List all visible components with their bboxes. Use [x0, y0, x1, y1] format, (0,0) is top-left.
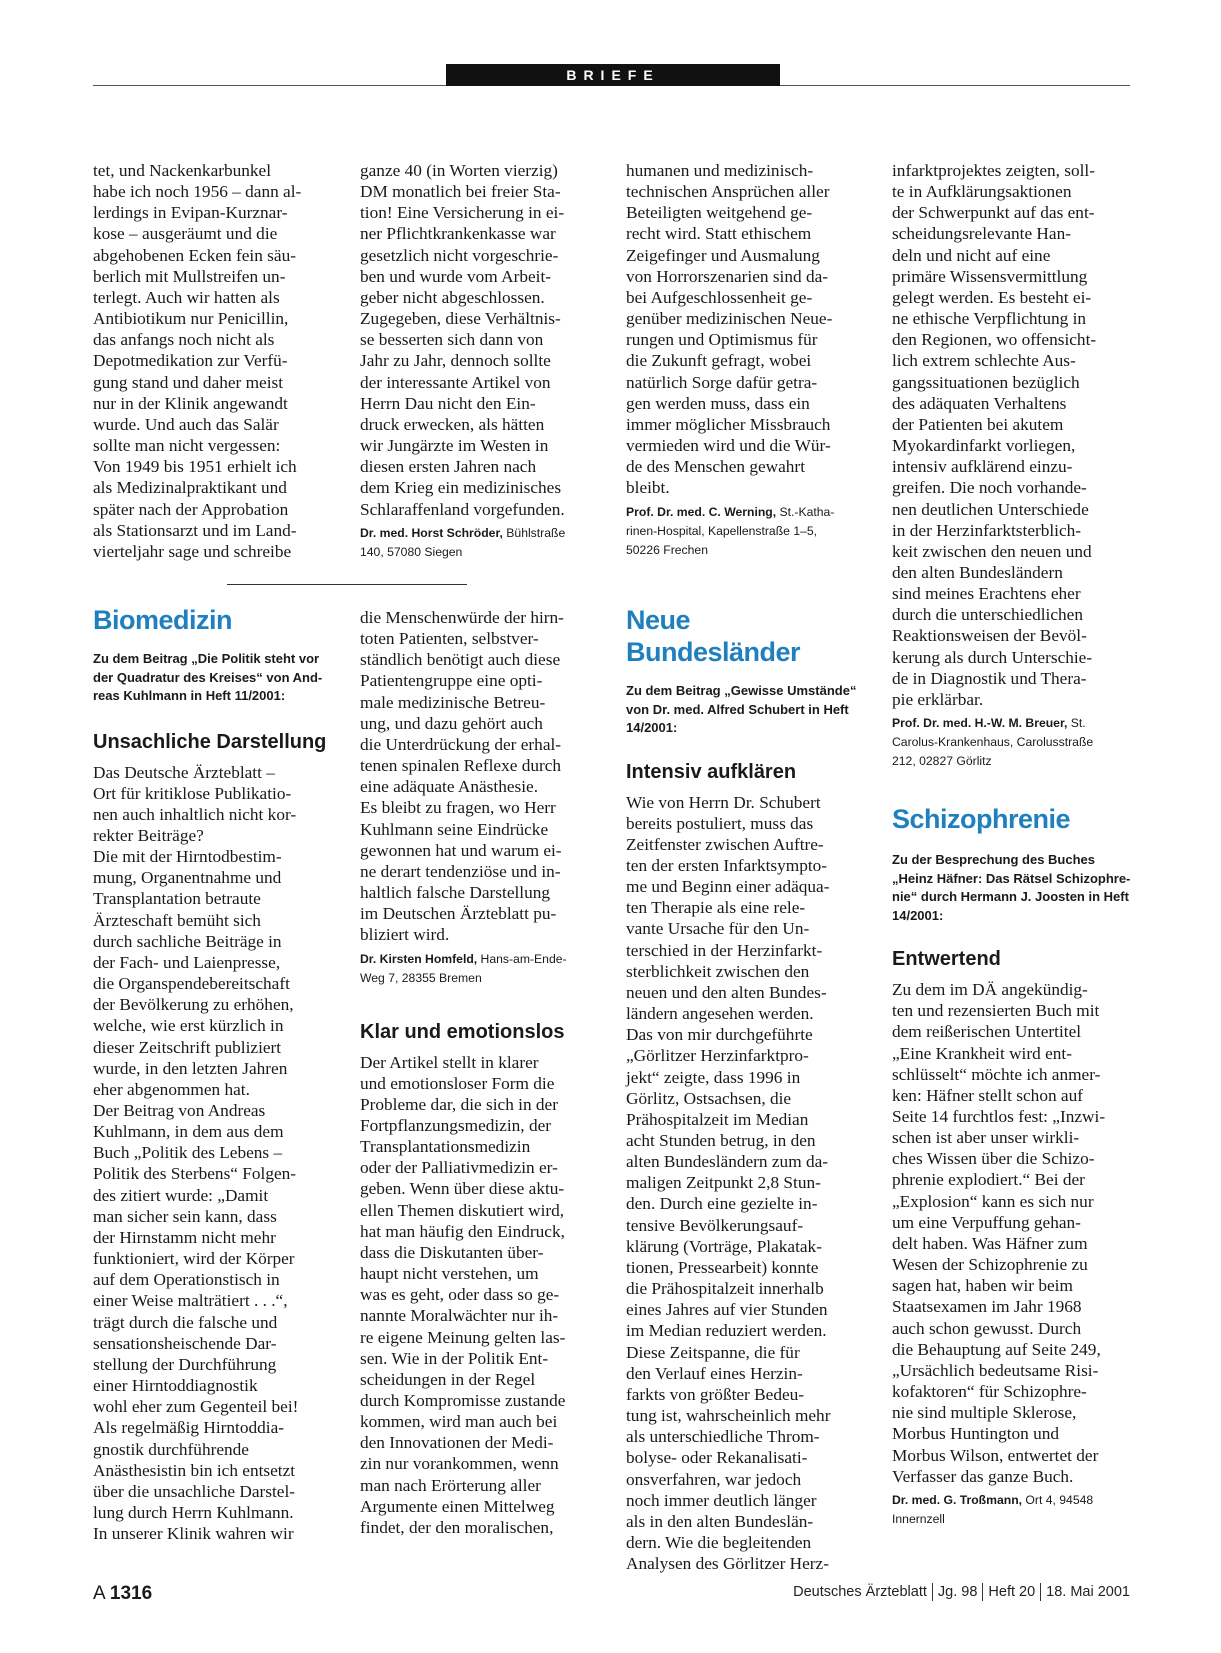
letter-body: die Menschenwürde der hirn- toten Patienten, selbstver- ständlich benötigt auch diese Patientengruppe eine opti- male medizinische Betreu- ung, und dazu gehört auch die Unterdrückung der erhal- tenen spinalen Reflexe durch eine adäquate Anästhesie. Es bleibt zu fragen, wo Herr Kuhlmann seine Eindrücke gewonnen hat und warum ei- ne derart tendenziöse und in- haltlich falsche Darstellung im Deutschen Ärzteblatt pu- bliziert wird.	[360, 608, 564, 945]
column-3-top	[626, 160, 866, 560]
page-number-value: 1316	[109, 1583, 153, 1604]
signature-name: Prof. Dr. med. C. Werning,	[626, 504, 777, 519]
signature	[360, 524, 600, 562]
letter-body: Der Artikel stellt in klarer und emotionsloser Form die Probleme dar, die sich in der Fortpflanzungsmedizin, der Transplantationsmedizin oder der Palliativmedizin er- geben. Wenn über diese aktu- ellen Themen diskutiert wird, hat man häufig den Eindruck, dass die Diskutanten über- haupt nicht verstehen, um was es geht, oder dass so ge- nannte Moralwächter nur ih- re eigene Meinung gelten las- sen. Wie in der Politik Ent- scheidungen in der Regel durch Kompromisse zustande kommen, wird man auch bei den Innovationen der Medi- zin nur vorankommen, wenn man nach Erörterung aller Argumente einen Mittelweg findet, der den moralischen,	[360, 1052, 566, 1537]
column-3-neue-bundeslaender	[626, 604, 866, 1574]
article-reference: Zu dem Beitrag „Die Politik steht vor der Quadratur des Kreises“ von And- reas Kuhlmann in Heft 11/2001:	[93, 651, 323, 703]
letter-body: Wie von Herrn Dr. Schubert bereits postuliert, muss das Zeitfenster zwischen Auftre- ten der ersten Infarktsympto- me und Beginn einer adäqua- ten Therapie als eine rele- vante Ursache für den Un- terschied in der Herzinfarkt- sterblichkeit zwischen den neuen und den alten Bundes- ländern angesehen werden. Das von mir durchgeführte „Görlitzer Herzinfarktpro- jekt“ zeigte, dass 1996 in Görlitz, Ostsachsen, die Prähospitalzeit im Median acht Stunden betrug, in den alten Bundesländern zum da- maligen Zeitpunkt 2,8 Stun- den. Durch eine gezielte in- tensive Bevölkerungsauf- klärung (Vorträge, Plakatak- tionen, Pressearbeit) konnte die Prähospitalzeit innerhalb eines Jahres auf vier Stunden im Median reduziert werden. Diese Zeitspanne, die für den Verlauf eines Herzin- farkts von größter Bedeu- tung ist, wahrscheinlich mehr als unterschiedliche Throm- bolyse- oder Rekanalisati- onsverfahren, war jedoch noch immer deutlich länger als in den alten Bundeslän- dern. Wie die begleitenden Analysen des Görlitzer Herz-	[626, 792, 831, 1574]
signature	[360, 950, 600, 988]
signature-address: St. Carolus-Krankenhaus, Carolusstraße 212, 02827 Görlitz	[892, 716, 1094, 769]
signature	[626, 503, 866, 560]
page-prefix: A	[93, 1583, 105, 1604]
journal-name: Deutsches Ärzteblatt	[793, 1583, 927, 1600]
signature-name: Dr. med. G. Troßmann,	[892, 1492, 1023, 1507]
journal-info	[793, 1583, 1130, 1601]
letter-continuation: humanen und medizinisch- technischen Ansprüchen aller Beteiligten weitgehend ge- recht wird. Statt ethischem Zeigefinger und Ausmalung von Horrorszenarien sind da- bei Aufgeschlossenheit ge- genüber medizinischen Neue- rungen und Optimismus für die Zukunft gefragt, wobei natürlich Sorge dafür getra- gen werden muss, dass ein immer möglicher Missbrauch vermieden wird und die Wür- de des Menschen gewahrt bleibt.	[626, 161, 833, 498]
page-number	[93, 1583, 152, 1605]
letter-body: Zu dem im DÄ angekündig- ten und rezensierten Buch mit dem reißerischen Untertitel „Eine Krankheit wird ent- schlüsselt“ möchte ich anmer- ken: Häfner stellt schon auf Seite 14 furchtlos fest: „Inzwi- schen ist aber unser wirkli- ches Wissen über die Schizo- phrenie explodiert.“ Bei der „Explosion“ kann es sich nur um eine Verpuffung gehan- delt haben. Was Häfner zum Wesen der Schizophrenie zu sagen hat, haben wir beim Staatsexamen im Jahr 1968 auch schon gewusst. Durch die Behauptung auf Seite 249, „Ursächlich bedeutsame Risi- kofaktoren“ für Schizophre- nie sind multiple Sklerose, Morbus Huntington und Morbus Wilson, entwertet der Verfasser das ganze Buch.	[892, 980, 1106, 1486]
signature	[892, 714, 1132, 771]
letter-title: Entwertend	[892, 948, 1001, 971]
signature-address: Bühlstraße 140, 57080 Siegen	[360, 525, 566, 559]
signature-address: Hans-am-Ende- Weg 7, 28355 Bremen	[360, 951, 567, 985]
column-1-top	[93, 160, 333, 562]
letter-continuation: infarktprojektes zeigten, soll- te in Aufklärungsaktionen der Schwerpunkt auf das ent- scheidungsrelevante Han- deln und nicht auf eine primäre Wissensvermittlung gelegt werden. Es besteht ei- ne ethische Verpflichtung in den Regionen, wo offensicht- lich extrem schlechte Aus- gangssituationen bezüglich des adäquaten Verhaltens der Patienten bei akutem Myokardinfarkt vorliegen, intensiv aufklärend einzu- greifen. Die noch vorhande- nen deutlichen Unterschiede in der Herzinfarktsterblich- keit zwischen den neuen und den alten Bundesländern sind meines Erachtens eher durch die unterschiedlichen Reaktionsweisen der Bevöl- kerung als durch Unterschie- de in Diagnostik und Thera- pie erklärbar.	[892, 161, 1097, 709]
letter-title: Unsachliche Darstellung	[93, 730, 327, 753]
journal-volume: Jg. 98	[937, 1583, 978, 1600]
section-heading-schizophrenie: Schizophrenie	[892, 804, 1071, 835]
letter-continuation: tet, und Nackenkarbunkel habe ich noch 1956 – dann al- lerdings in Evipan-Kurznar- kose – ausgeräumt und die abgehobenen Ecken fein säu- berlich mit Mullstreifen un- terlegt. Auch wir hatten als Antibiotikum nur Penicillin, das anfangs noch nicht als Depotmedikation zur Verfü- gung stand und daher meist nur in der Klinik angewandt wurde. Und auch das Salär sollte man nicht vergessen: Von 1949 bis 1951 erhielt ich als Medizinalpraktikant und später nach der Approbation als Stationsarzt und im Land- vierteljahr sage und schreibe	[93, 161, 302, 561]
signature-name: Prof. Dr. med. H.-W. M. Breuer,	[892, 716, 1068, 731]
letter-title: Intensiv aufklären	[626, 760, 797, 783]
article-reference: Zu der Besprechung des Buches „Heinz Häfner: Das Rätsel Schizophre- nie“ durch Hermann J. Joosten in Heft 14/2001:	[892, 852, 1131, 923]
letter-title: Klar und emotionslos	[360, 1020, 565, 1043]
signature-address: Ort 4, 94548 Innernzell	[892, 1492, 1094, 1526]
footer-separator	[932, 1583, 933, 1601]
journal-issue: Heft 20	[988, 1583, 1036, 1600]
signature-name: Dr. Kirsten Homfeld,	[360, 951, 478, 966]
signature-address: St.-Katha- rinen-Hospital, Kapellenstraße 1–5, 50226 Frechen	[626, 504, 835, 557]
section-heading-biomedizin: Biomedizin	[93, 605, 233, 635]
column-2-top	[360, 160, 600, 562]
footer-separator	[1040, 1583, 1041, 1601]
section-label: BRIEFE	[446, 64, 780, 86]
footer-separator	[982, 1583, 983, 1601]
article-reference: Zu dem Beitrag „Gewisse Umstände“ von Dr. med. Alfred Schubert in Heft 14/2001:	[626, 683, 857, 735]
signature	[892, 1491, 1132, 1529]
letter-continuation: ganze 40 (in Worten vierzig) DM monatlich bei freier Sta- tion! Eine Versicherung in ei- ner Pflichtkrankenkasse war gesetzlich nicht vorgeschrie- ben und wurde vom Arbeit- geber nicht abgeschlossen. Zugegeben, diese Verhältnis- se besserten sich dann von Jahr zu Jahr, dennoch sollte der interessante Artikel von Herrn Dau nicht den Ein- druck erwecken, als hätten wir Jungärzte im Westen in diesen ersten Jahren nach dem Krieg ein medizinisches Schlaraffenland vorgefunden.	[360, 161, 565, 519]
signature-name: Dr. med. Horst Schröder,	[360, 525, 503, 540]
letter-body: Das Deutsche Ärzteblatt – Ort für kritiklose Publikatio- nen auch inhaltlich nicht kor- rekter Beiträge? Die mit der Hirntodbestim- mung, Organentnahme und Transplantation betraute Ärzteschaft bemüht sich durch sachliche Beiträge in der Fach- und Laienpresse, die Organspendebereitschaft der Bevölkerung zu erhöhen, welche, wie erst kürzlich in dieser Zeitschrift publiziert wurde, in den letzten Jahren eher abgenommen hat. Der Beitrag von Andreas Kuhlmann, in dem aus dem Buch „Politik des Lebens – Politik des Sterbens“ Folgen- des zitiert wurde: „Damit man sicher sein kann, dass der Hirnstamm nicht mehr funktioniert, wird der Körper auf dem Operationstisch in einer Weise malträtiert . . .“, trägt durch die falsche und sensationsheischende Dar- stellung der Durchführung einer Hirntoddiagnostik wohl eher zum Gegenteil bei! Als regelmäßig Hirntoddia- gnostik durchführende Anästhesistin bin ich entsetzt über die unsachliche Darstel- lung durch Herrn Kuhlmann. In unserer Klinik wahren wir	[93, 762, 299, 1544]
column-4	[892, 160, 1132, 1529]
journal-date: 18. Mai 2001	[1046, 1583, 1130, 1600]
column-2-biomedizin	[360, 607, 600, 1538]
column-1-biomedizin	[93, 604, 333, 1544]
column-divider-rule	[227, 584, 467, 585]
section-heading-neue-bundeslaender: Neue Bundesländer	[626, 605, 801, 667]
